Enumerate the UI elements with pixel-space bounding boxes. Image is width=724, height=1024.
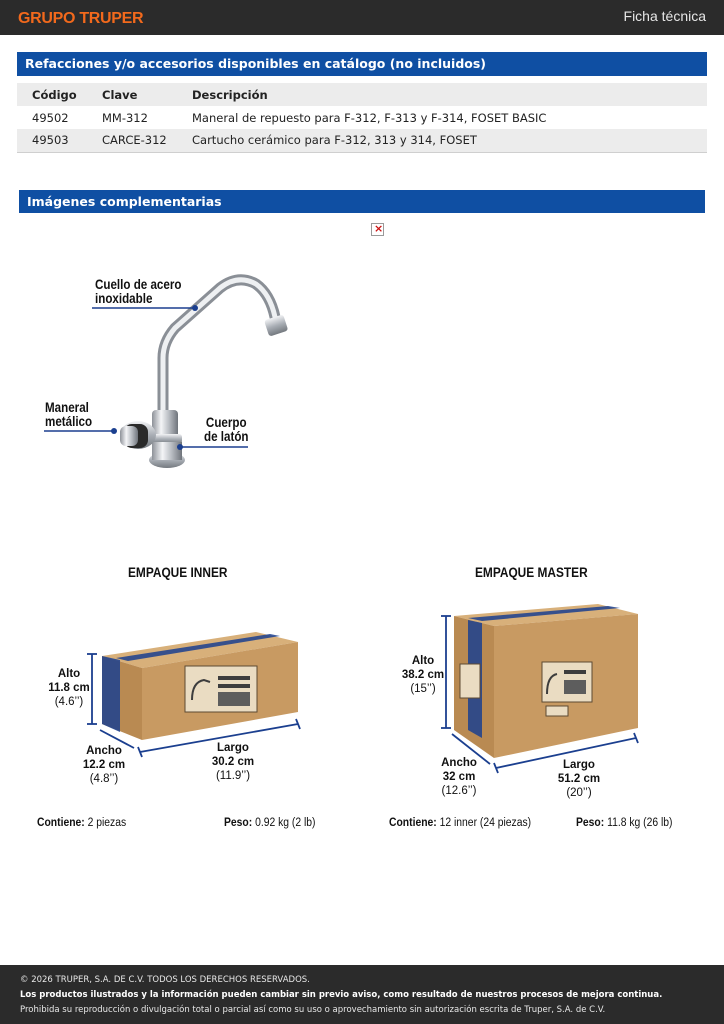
images-section-title: Imágenes complementarias	[19, 190, 705, 213]
table-header-row	[17, 83, 707, 106]
cell-codigo: 49502	[32, 110, 69, 125]
inner-weight: Peso: 0.92 kg (2 lb)	[224, 817, 316, 829]
parts-section-title: Refacciones y/o accesorios disponibles en catálogo (no incluidos)	[17, 52, 707, 76]
cell-codigo: 49503	[17, 129, 102, 152]
cell-clave: CARCE-312	[102, 129, 192, 152]
brand-logo: GRUPO TRUPER	[18, 10, 144, 27]
master-height-dimension: Alto 38.2 cm (15’’)	[401, 655, 445, 695]
master-width-dimension: Ancho 32 cm (12.6’’)	[441, 757, 477, 797]
inner-contents: Contiene: 2 piezas	[37, 817, 127, 829]
cell-clave: MM-312	[102, 110, 148, 125]
top-bar	[0, 0, 724, 35]
footer-prohibition: Prohibida su reproducción o divulgación total o parcial así como su uso o aprovechamiento sin autorización escrita de Truper, S.A. de C.V.	[20, 1005, 606, 1015]
footer-notice: Los productos ilustrados y la información pueden cambiar sin previo aviso, como resultado de nuestros procesos de mejora continua.	[20, 990, 663, 1000]
master-weight: Peso: 11.8 kg (26 lb)	[576, 817, 673, 829]
parts-table	[17, 83, 707, 153]
column-header-clave: Clave	[102, 83, 192, 106]
master-contents: Contiene: 12 inner (24 piezas)	[389, 817, 532, 829]
master-box-illustration	[438, 598, 648, 778]
inner-box-illustration	[80, 620, 310, 760]
inner-length-dimension: Largo 30.2 cm (11.9’’)	[211, 742, 255, 782]
column-header-codigo: Código	[17, 83, 102, 106]
column-header-descripcion: Descripción	[192, 83, 707, 106]
callout-body: Cuerpo de latón	[204, 415, 249, 444]
inner-height-dimension: Alto 11.8 cm (4.6’’)	[48, 668, 90, 708]
document-type: Ficha técnica	[623, 8, 706, 24]
table-row	[17, 129, 707, 152]
cell-descripcion: Cartucho cerámico para F-312, 313 y 314, FOSET	[192, 129, 707, 152]
inner-package-title: EMPAQUE INNER	[128, 565, 228, 580]
callout-neck: Cuello de acero inoxidable	[95, 277, 182, 306]
inner-width-dimension: Ancho 12.2 cm (4.8’’)	[82, 745, 126, 785]
table-row	[17, 106, 707, 129]
footer-copyright: © 2026 TRUPER, S.A. DE C.V. TODOS LOS DERECHOS RESERVADOS.	[20, 975, 310, 985]
footer	[0, 965, 724, 1024]
broken-image-icon: ×	[371, 223, 384, 236]
cell-descripcion: Maneral de repuesto para F-312, F-313 y F-314, FOSET BASIC	[192, 110, 547, 125]
master-package-title: EMPAQUE MASTER	[475, 565, 588, 580]
callout-handle: Maneral metálico	[45, 400, 93, 429]
master-length-dimension: Largo 51.2 cm (20’’)	[557, 759, 601, 799]
